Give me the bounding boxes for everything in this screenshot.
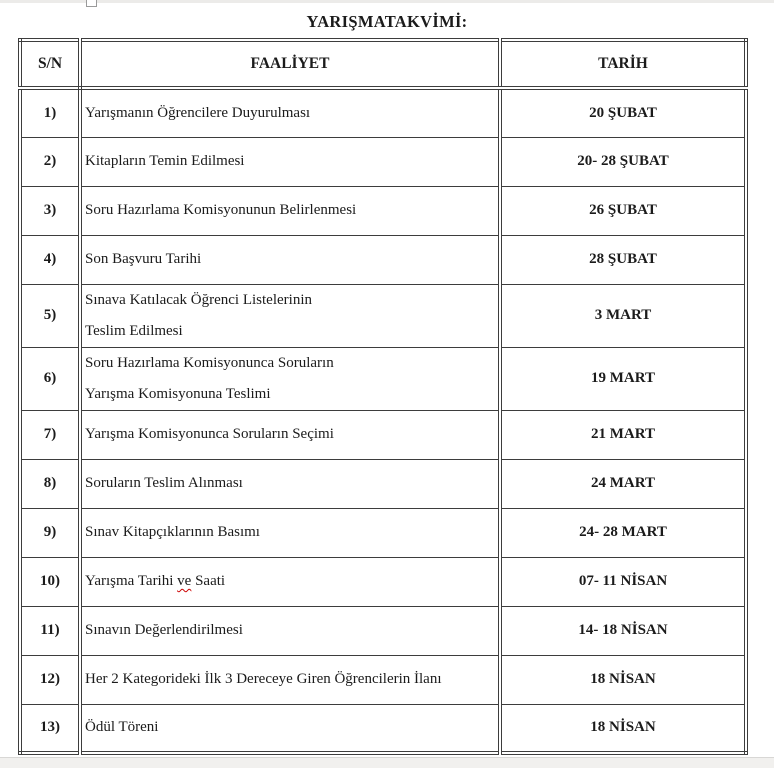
row-sn: 6) xyxy=(20,347,80,410)
row-sn: 10) xyxy=(20,557,80,606)
row-date: 24- 28 MART xyxy=(500,508,746,557)
row-sn: 5) xyxy=(20,284,80,347)
row-sn: 2) xyxy=(20,137,80,186)
table-row xyxy=(20,410,746,459)
row-sn: 12) xyxy=(20,655,80,704)
table-body xyxy=(20,88,746,753)
table-row xyxy=(20,606,746,655)
row-activity: Yarışma Komisyonunca Soruların Seçimi xyxy=(80,410,500,459)
row-date: 14- 18 NİSAN xyxy=(500,606,746,655)
header-sn: S/N xyxy=(20,40,80,88)
table-header xyxy=(20,40,746,88)
row-activity: Sınav Kitapçıklarının Basımı xyxy=(80,508,500,557)
row-sn: 13) xyxy=(20,704,80,753)
row-sn: 11) xyxy=(20,606,80,655)
page-title: YARIŞMATAKVİMİ: xyxy=(306,12,468,31)
row-date: 19 MART xyxy=(500,347,746,410)
row-activity: Yarışma Tarihi ve Saati xyxy=(80,557,500,606)
row-sn: 8) xyxy=(20,459,80,508)
row-activity: Sınava Katılacak Öğrenci Listelerinin Teslim Edilmesi xyxy=(80,284,500,347)
table-row xyxy=(20,186,746,235)
header-date: TARİH xyxy=(500,40,746,88)
row-date: 3 MART xyxy=(500,284,746,347)
row-date: 21 MART xyxy=(500,410,746,459)
table-row xyxy=(20,137,746,186)
header-row xyxy=(20,40,746,88)
table-row xyxy=(20,655,746,704)
row-date: 26 ŞUBAT xyxy=(500,186,746,235)
row-activity: Sınavın Değerlendirilmesi xyxy=(80,606,500,655)
row-date: 28 ŞUBAT xyxy=(500,235,746,284)
row-sn: 3) xyxy=(20,186,80,235)
table-row xyxy=(20,347,746,410)
row-sn: 9) xyxy=(20,508,80,557)
row-activity: Ödül Töreni xyxy=(80,704,500,753)
row-activity: Kitapların Temin Edilmesi xyxy=(80,137,500,186)
row-date: 18 NİSAN xyxy=(500,655,746,704)
table-row xyxy=(20,235,746,284)
header-activity: FAALİYET xyxy=(80,40,500,88)
row-activity: Soru Hazırlama Komisyonunun Belirlenmesi xyxy=(80,186,500,235)
row-date: 07- 11 NİSAN xyxy=(500,557,746,606)
row-date: 20- 28 ŞUBAT xyxy=(500,137,746,186)
row-activity: Soru Hazırlama Komisyonunca Soruların Yarışma Komisyonuna Teslimi xyxy=(80,347,500,410)
spellcheck-flagged-word: ve xyxy=(177,573,192,589)
row-date: 20 ŞUBAT xyxy=(500,88,746,137)
row-sn: 7) xyxy=(20,410,80,459)
row-date: 18 NİSAN xyxy=(500,704,746,753)
row-activity: Her 2 Kategorideki İlk 3 Dereceye Giren Öğrencilerin İlanı xyxy=(80,655,500,704)
table-row xyxy=(20,459,746,508)
table-row xyxy=(20,704,746,753)
table-row xyxy=(20,557,746,606)
row-activity: Soruların Teslim Alınması xyxy=(80,459,500,508)
row-sn: 1) xyxy=(20,88,80,137)
row-activity: Son Başvuru Tarihi xyxy=(80,235,500,284)
schedule-table xyxy=(18,38,748,755)
row-sn: 4) xyxy=(20,235,80,284)
table-row xyxy=(20,284,746,347)
table-row xyxy=(20,88,746,137)
anchor-marker-square xyxy=(86,0,97,7)
row-date: 24 MART xyxy=(500,459,746,508)
row-activity: Yarışmanın Öğrencilere Duyurulması xyxy=(80,88,500,137)
page-bottom-edge xyxy=(0,757,774,768)
table-row xyxy=(20,508,746,557)
window-top-edge xyxy=(0,0,774,3)
